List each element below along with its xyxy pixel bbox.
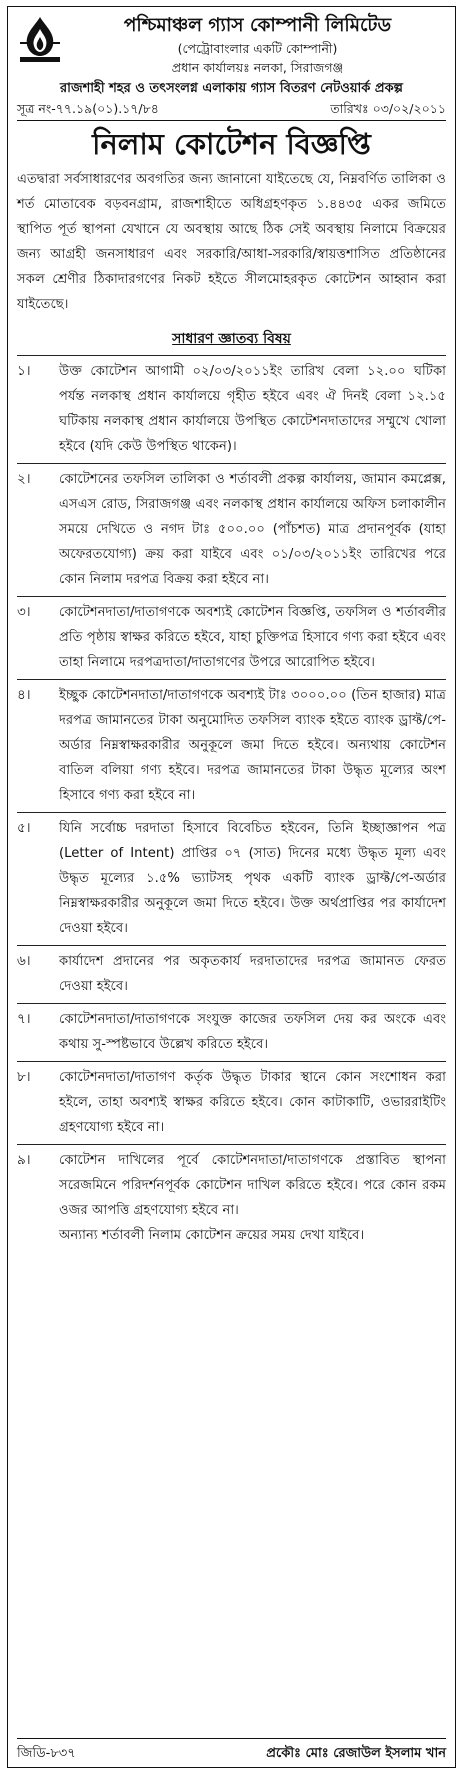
term-item-5 bbox=[17, 812, 446, 945]
term-item-7 bbox=[17, 1003, 446, 1061]
term-text: কোটেশন দাখিলের পূর্বে কোটেশনদাতা/দাতাগণকে প্রস্তাবিত স্থাপনা সরেজমিনে পরিদর্শনপূর্বক কোটেশন দাখিল করিতে হইবে। পরে কোন রকম ওজর আপত্তি গ্রহণযোগ্য হইবে না। bbox=[59, 1153, 446, 1218]
project-name: রাজশাহী শহর ও তৎসংলগ্ন এলাকায় গ্যাস বিতরণ নেটওয়ার্ক প্রকল্প bbox=[60, 81, 403, 96]
company-block bbox=[69, 13, 446, 77]
term-number: ৩। bbox=[17, 604, 31, 620]
notice-page bbox=[7, 6, 456, 1768]
section-title-text: সাধারণ জ্ঞাতব্য বিষয় bbox=[172, 331, 291, 347]
gas-flame-emblem-icon bbox=[17, 13, 63, 63]
term-item-9 bbox=[17, 1144, 446, 1252]
term-text: কোটেশনদাতা/দাতাগণকে সংযুক্ত কাজের তফসিল দেয় কর অংকে এবং কথায় সু-স্পষ্টভাবে উল্লেখ করিতে হইবে। bbox=[59, 1012, 446, 1052]
notice-date: তারিখঃ ০৩/০২/২০১১ bbox=[330, 101, 446, 116]
term-text: কোটেশনদাতা/দাতাগণকে অবশ্যই কোটেশন বিজ্ঞপ্তি, তফসিল ও শর্তাবলীর প্রতি পৃষ্ঠায় স্বাক্ষর করিতে হইবে, যাহা চুক্তিপত্র হিসাবে গণ্য করা হইবে এবং তাহা নিলামে দরপত্রদাতা/দাতাগণের উপরে আরোপিত হইবে। bbox=[59, 605, 446, 670]
company-headquarters: প্রধান কার্যালয়ঃ নলকা, সিরাজগঞ্জ bbox=[171, 60, 344, 75]
term-text: ইচ্ছুক কোটেশনদাতা/দাতাগণকে অবশ্যই টাঃ ৩০০০.০০ (তিন হাজার) মাত্র দরপত্র জামানতের টাকা অনুমোদিত তফসিল ব্যাংক হইতে ব্যাংক ড্রাফ্ট/পে-অর্ডার নিম্নস্বাক্ষরকারীর অনুকূলে জমা দিতে হইবে। অন্যথায় কোটেশন বাতিল বলিয়া গণ্য হইবে। দরপত্র জামানতের টাকা উদ্ধৃত মূল্যের অংশ হিসাবে গণ্য করা হইবে না। bbox=[59, 688, 446, 803]
notice-title: নিলাম কোটেশন বিজ্ঞপ্তি bbox=[92, 127, 371, 161]
term-number: ৯। bbox=[17, 1152, 31, 1168]
term-number: ৬। bbox=[17, 953, 31, 969]
reference-row bbox=[17, 99, 446, 121]
term-item-8 bbox=[17, 1061, 446, 1144]
term-body bbox=[59, 1148, 446, 1248]
company-subtitle: (পেট্রোবাংলার একটি কোম্পানী) bbox=[177, 41, 338, 56]
term-item-6 bbox=[17, 945, 446, 1003]
term-text: কোটেশনের তফসিল তালিকা ও শর্তাবলী প্রকল্প কার্যালয়, জামান কমপ্লেক্স, এসএস রোড, সিরাজগঞ্জ এবং নলকাস্থ প্রধান কার্যালয়ে অফিস চলাকালীন সময়ে দেখিতে ও নগদ টাঃ ৫০০.০০ (পাঁচশত) মাত্র প্রদানপূর্বক (যাহা অফেরতযোগ্য) ক্রয় করা যাইবে এবং ০১/০৩/২০১১ইং তারিখের পরে কোন নিলাম দরপত্র বিক্রয় করা হইবে না। bbox=[59, 472, 446, 587]
term-item-2 bbox=[17, 463, 446, 596]
intro-paragraph: এতদ্বারা সর্বসাধারণের অবগতির জন্য জানানো যাইতেছে যে, নিম্নবর্ণিত তালিকা ও শর্ত মোতাবেক বড়বনগ্রাম, রাজশাহীতে অধিগ্রহণকৃত ১.৪৪৩৫ একর জমিতে স্থাপিত পূর্ত স্থাপনা যেখানে যে অবস্থায় আছে ঠিক সেই অবস্থায় নিলামে বিক্রয়ের জন্য আগ্রহী জনসাধারণ এবং সরকারি/আধা-সরকারি/স্বায়ত্তশাসিত প্রতিষ্ঠানের সকল শ্রেণীর ঠিকাদারগণের নিকট হইতে সীলমোহরকৃত কোটেশন আহ্বান করা যাইতেছে। bbox=[17, 172, 446, 312]
footer bbox=[17, 1738, 446, 1763]
term-text: যিনি সর্বোচ্চ দরদাতা হিসাবে বিবেচিত হইবেন, তিনি ইচ্ছাজ্ঞাপন পত্র (Letter of Intent) প্রাপ্তির ০৭ (সাত) দিনের মধ্যে উদ্ধৃত মূল্য এবং উদ্ধৃত মূল্যের ১.৫% ভ্যাটসহ পৃথক একটি ব্যাংক ড্রাফ্ট/পে-অর্ডার নিম্নস্বাক্ষরকারীর অনুকূলে জমা দিতে হইবে। উক্ত অর্থপ্রাপ্তির পর কার্যাদেশ দেওয়া হইবে। bbox=[59, 821, 446, 936]
term-number: ৮। bbox=[17, 1069, 31, 1085]
signatory-name: প্রকৌঃ মোঃ রেজাউল ইসলাম খান bbox=[266, 1746, 446, 1761]
term-text: উক্ত কোটেশন আগামী ০২/০৩/২০১১ইং তারিখ বেলা ১২.০০ ঘটিকা পর্যন্ত নলকাস্থ প্রধান কার্যালয়ে গৃহীত হইবে এবং ঐ দিনই বেলা ১২.১৫ ঘটিকায় নলকাস্থ প্রধান কার্যালয়ে উপস্থিত কোটেশনদাতাদের সম্মুখে খোলা হইবে (যদি কেউ উপস্থিত থাকেন)। bbox=[59, 364, 446, 454]
term-item-4 bbox=[17, 679, 446, 812]
term-number: ৪। bbox=[17, 687, 31, 703]
term-number: ৫। bbox=[17, 820, 31, 836]
term-text: কোটেশনদাতা/দাতাগণ কর্তৃক উদ্ধৃত টাকার স্থানে কোন সংশোধন করা হইলে, তাহা অবশ্যই স্বাক্ষর করিতে হইবে। কোন কাটাকাটি, ওভাররাইটিং গ্রহণযোগ্য হইবে না। bbox=[59, 1070, 446, 1135]
term-number: ২। bbox=[17, 471, 31, 487]
term-number: ৭। bbox=[17, 1011, 31, 1027]
term-text: কার্যাদেশ প্রদানের পর অকৃতকার্য দরদাতাদের দরপত্র জামানত ফেরত দেওয়া হইবে। bbox=[59, 954, 446, 994]
term-extra-text: অন্যান্য শর্তাবলী নিলাম কোটেশন ক্রয়ের সময় দেখা যাইবে। bbox=[59, 1228, 365, 1243]
company-name: পশ্চিমাঞ্চল গ্যাস কোম্পানী লিমিটেড bbox=[123, 15, 392, 36]
term-item-1 bbox=[17, 355, 446, 463]
header bbox=[17, 13, 446, 77]
gd-code: জিডি-৮৩৭ bbox=[17, 1746, 76, 1761]
reference-number: সূত্র নং-৭৭.১৯(০১).১৭/৮৪ bbox=[17, 101, 159, 116]
term-item-3 bbox=[17, 596, 446, 679]
term-number: ১। bbox=[17, 363, 31, 379]
terms-list bbox=[17, 355, 446, 1252]
section-title bbox=[17, 327, 446, 351]
